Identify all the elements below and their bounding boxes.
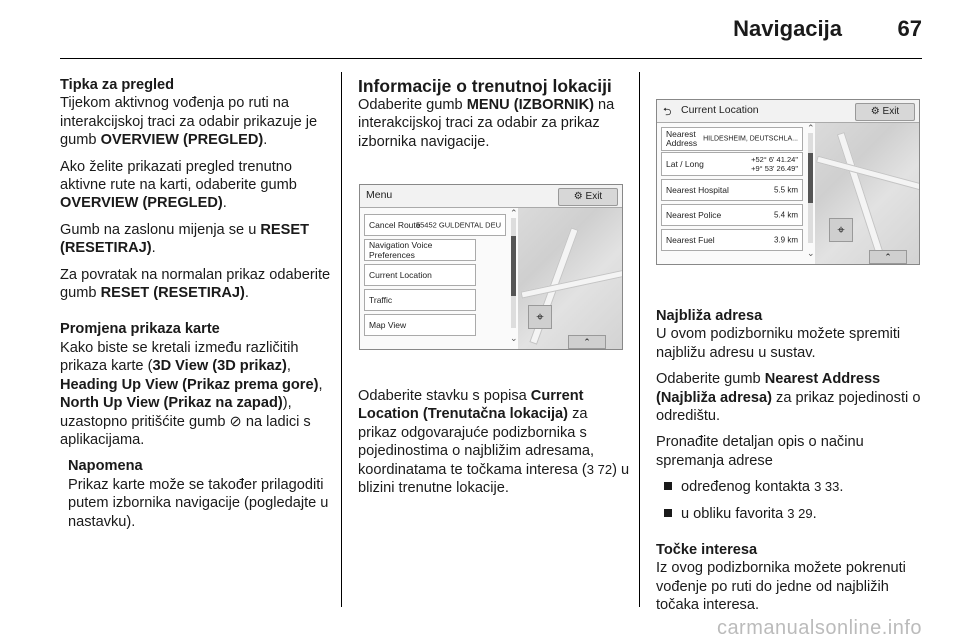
- location-item-nearest-hospital[interactable]: Nearest Hospital 5.5 km: [661, 179, 803, 201]
- location-title: Current Location: [681, 104, 759, 116]
- header-rule: [60, 58, 922, 59]
- menu-list: [360, 208, 518, 349]
- heading-tocke-interesa: Točke interesa: [656, 542, 758, 559]
- collapse-button[interactable]: ⌃: [869, 250, 907, 264]
- column-divider-2: [639, 72, 640, 607]
- recenter-icon[interactable]: ⌖: [528, 305, 552, 329]
- column-divider-1: [341, 72, 342, 607]
- collapse-button[interactable]: ⌃: [568, 335, 606, 349]
- column-1: [60, 76, 332, 531]
- heading-tipka-za-pregled: Tipka za pregled: [60, 77, 175, 93]
- column-2-lower: [358, 387, 630, 505]
- menu-titlebar: [360, 185, 622, 208]
- paragraph: Odaberite gumb MENU (IZBORNIK) na interakcijskoj traci za odabir za prikaz izbornika navigacije.: [358, 97, 615, 150]
- paragraph: Za povratak na normalan prikaz odaberite gumb RESET (RESETIRAJ).: [60, 266, 331, 302]
- heading-informacije: Informacije o trenutnoj lokaciji: [358, 76, 612, 96]
- column-3: [656, 307, 928, 623]
- scroll-down-icon[interactable]: ⌄: [807, 248, 815, 258]
- list-item: u obliku favorita 3 29.: [656, 505, 928, 523]
- scrollbar[interactable]: [808, 133, 813, 243]
- scrollbar[interactable]: [511, 218, 516, 328]
- location-item-nearest-police[interactable]: Nearest Police 5.4 km: [661, 204, 803, 226]
- note-title: Napomena: [68, 458, 143, 475]
- paragraph: U ovom podizborniku možete spremiti najbližu adresu u sustav.: [656, 326, 901, 361]
- location-list: [657, 123, 815, 264]
- menu-item-map-view[interactable]: Map View: [364, 314, 476, 336]
- header-title: Navigacija: [733, 16, 842, 41]
- menu-item-cancel-route[interactable]: Cancel Route 55452 GULDENTAL DEU: [364, 214, 506, 236]
- current-location-screenshot: [656, 99, 920, 265]
- paragraph: Gumb na zaslonu mijenja se u RESET (RESETIRAJ).: [60, 221, 310, 257]
- paragraph: Tijekom aktivnog vođenja po ruti na interakcijskoj traci za odabir prikazuje je gumb OVERVIEW (PREGLED).: [60, 95, 318, 149]
- paragraph: Odaberite stavku s popisa Current Location (Trenutačna lokacija) za prikaz odgovarajuće podizbornika s pojedinostima o najbližim adresama, koordinatama te točkama interesa (3 72) u blizini trenutne lokacije.: [358, 388, 630, 497]
- watermark: carmanualsonline.info: [716, 617, 922, 639]
- heading-najbliza-adresa: Najbliža adresa: [656, 308, 763, 324]
- location-titlebar: [657, 100, 919, 123]
- list-item: određenog kontakta 3 33.: [656, 478, 928, 496]
- recenter-icon[interactable]: ⌖: [829, 218, 853, 242]
- heading-promjena-prikaza: Promjena prikaza karte: [60, 321, 220, 338]
- scroll-up-icon[interactable]: ⌃: [807, 123, 815, 133]
- column-2: [358, 76, 630, 159]
- page-number: 67: [897, 16, 922, 41]
- exit-button[interactable]: ⚙ Exit: [855, 103, 915, 121]
- location-item-lat-long[interactable]: Lat / Long +52° 6' 41.24" +9° 53' 26.49": [661, 152, 803, 176]
- note-box: [60, 457, 332, 531]
- paragraph: Pronađite detaljan opis o načinu spremanja adrese: [656, 434, 864, 469]
- scroll-thumb: [511, 236, 516, 296]
- scroll-up-icon[interactable]: ⌃: [510, 208, 518, 218]
- menu-item-current-location[interactable]: Current Location: [364, 264, 476, 286]
- scroll-down-icon[interactable]: ⌄: [510, 333, 518, 343]
- location-item-nearest-fuel[interactable]: Nearest Fuel 3.9 km: [661, 229, 803, 251]
- location-item-nearest-address[interactable]: Nearest Address HILDESHEIM, DEUTSCHLA...: [661, 127, 803, 151]
- scroll-thumb: [808, 153, 813, 203]
- exit-button[interactable]: ⚙ Exit: [558, 188, 618, 206]
- paragraph: Kako biste se kretali između različitih prikaza karte (3D View (3D prikaz), Heading Up View (Prikaz prema gore), North Up View (Prikaz na zapad)), uzastopno pritišćite gumb ⊘ na ladici s aplikacijama.: [60, 339, 323, 448]
- app-tray-symbol: ⊘: [229, 413, 242, 430]
- page-header: [0, 0, 960, 58]
- menu-title: Menu: [366, 189, 393, 201]
- menu-item-voice-preferences[interactable]: Navigation Voice Preferences: [364, 239, 476, 261]
- note-text: Prikaz karte može se također prilagoditi putem izbornika navigacije (pogledajte u nastavku).: [68, 476, 329, 530]
- menu-screenshot: [359, 184, 623, 350]
- back-icon[interactable]: ⮌: [663, 106, 672, 118]
- menu-item-traffic[interactable]: Traffic: [364, 289, 476, 311]
- paragraph: Odaberite gumb Nearest Address (Najbliža adresa) za prikaz pojedinosti o odredištu.: [656, 371, 921, 425]
- paragraph: Iz ovog podizbornika možete pokrenuti vođenje po ruti do jedne od najbližih točaka interesa.: [656, 560, 906, 614]
- paragraph: Ako želite prikazati pregled trenutno aktivne rute na karti, odaberite gumb OVERVIEW (PREGLED).: [60, 158, 297, 212]
